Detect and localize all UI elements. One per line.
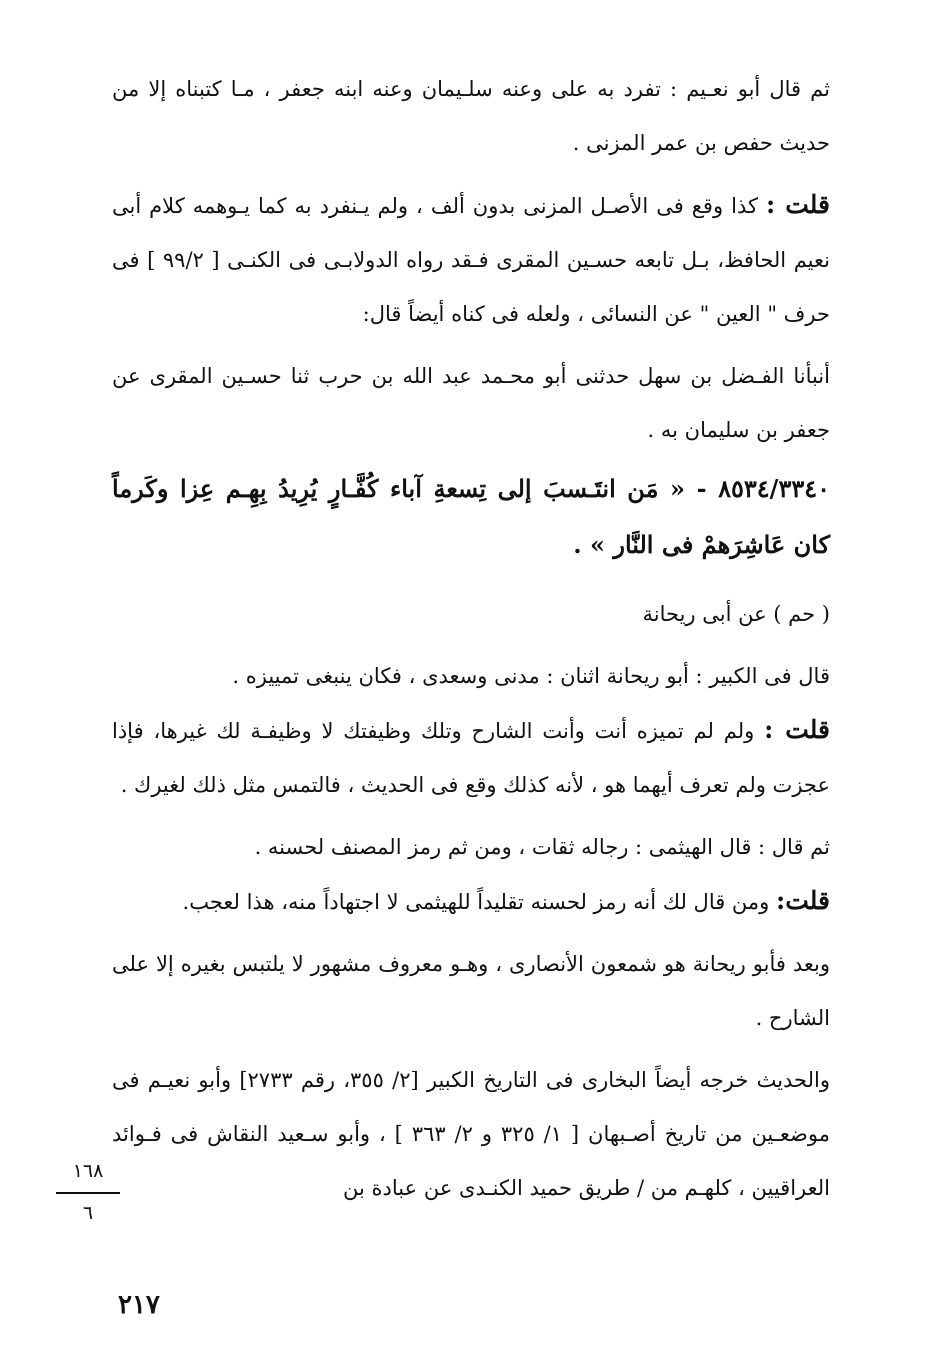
hadith-source-text: ( حم ) عن أبى ريحانة [642, 602, 830, 626]
paragraph-8-text: ثم قال : قال الهيثمى : رجاله ثقات ، ومن ثم رمز المصنف لحسنه . [254, 835, 830, 859]
hadith-text-body: ٨٥٣٤/٣٣٤٠ - « مَن انتَـسبَ إلى تِسعةِ آباء كُفَّـارٍ يُرِيدُ بِهِـم عِزا وكَرماً كان عَاشِرَهمْ فى النَّار » . [112, 474, 830, 559]
paragraph-7 [112, 703, 830, 812]
page-number: ٢١٧ [118, 1290, 160, 1320]
paragraph-10-text: وبعد فأبو ريحانة هو شمعون الأنصارى ، وهـو معروف مشهور لا يلتبس بغيره إلا على الشارح . [112, 952, 830, 1030]
margin-divider [56, 1192, 120, 1194]
paragraph-1 [112, 62, 830, 170]
paragraph-9 [112, 874, 830, 929]
paragraph-8 [112, 820, 830, 874]
paragraph-11 [112, 1053, 830, 1215]
paragraph-2-text: كذا وقع فى الأصـل المزنى بدون ألف ، ولم يـنفرد به كما يـوهمه كلام أبى نعيم الحافظ، بـل تابعه حسـين المقرى فـقد رواه الدولابـى فى الكنـى [ ٩٩/٢ ] فى حرف " العين " عن النسائى ، ولعله فى كناه أيضاً قال: [112, 194, 830, 326]
qult-label: قلت : [765, 190, 830, 219]
paragraph-6-text: قال فى الكبير : أبو ريحانة اثنان : مدنى وسعدى ، فكان ينبغى تمييزه . [232, 664, 830, 688]
qult-label: قلت: [775, 886, 830, 915]
hadith-source [112, 587, 830, 641]
paragraph-7-text: ولم لم تميزه أنت وأنت الشارح وتلك وظيفتك لا وظيفـة لك غيرها، فإذا عجزت ولم تعرف أيهما هو ، لأنه كذلك وقع فى الحديث ، فالتمس مثل ذلك لغيرك . [112, 719, 830, 797]
paragraph-10 [112, 937, 830, 1045]
margin-folio-number: ١٦٨ [72, 1160, 104, 1182]
paragraph-3 [112, 349, 830, 457]
paragraph-1-text: ثم قال أبو نعـيم : تفرد به على وعنه سلـيمان وعنه ابنه جعفر ، مـا كتبناه إلا من حديث حفص بن عمر المزنى . [112, 77, 830, 155]
main-text [112, 62, 830, 1215]
margin-manuscript-reference [56, 1158, 120, 1226]
margin-side-number: ٦ [82, 1202, 94, 1224]
paragraph-9-text: ومن قال لك أنه رمز لحسنه تقليداً للهيثمى لا اجتهاداً منه، هذا لعجب. [182, 890, 776, 914]
paragraph-6 [112, 649, 830, 703]
paragraph-2 [112, 178, 830, 341]
hadith-text [112, 461, 830, 573]
paragraph-11-text: والحديث خرجه أيضاً البخارى فى التاريخ الكبير [٢/ ٣٥٥، رقم ٢٧٣٣] وأبو نعيـم فى موضعـين من تاريخ أصـبهان [ ١/ ٣٢٥ و ٢/ ٣٦٣ ] ، وأبو سـعيد النقاش فى فـوائد العراقيين ، كلهـم من / طريق حميد الكنـدى عن عبادة بن [112, 1068, 830, 1200]
qult-label: قلت : [764, 715, 830, 744]
paragraph-3-text: أنبأنا الفـضل بن سهل حدثنى أبو محـمد عبد الله بن حرب ثنا حسـين المقرى عن جعفر بن سليمان به . [112, 364, 830, 442]
